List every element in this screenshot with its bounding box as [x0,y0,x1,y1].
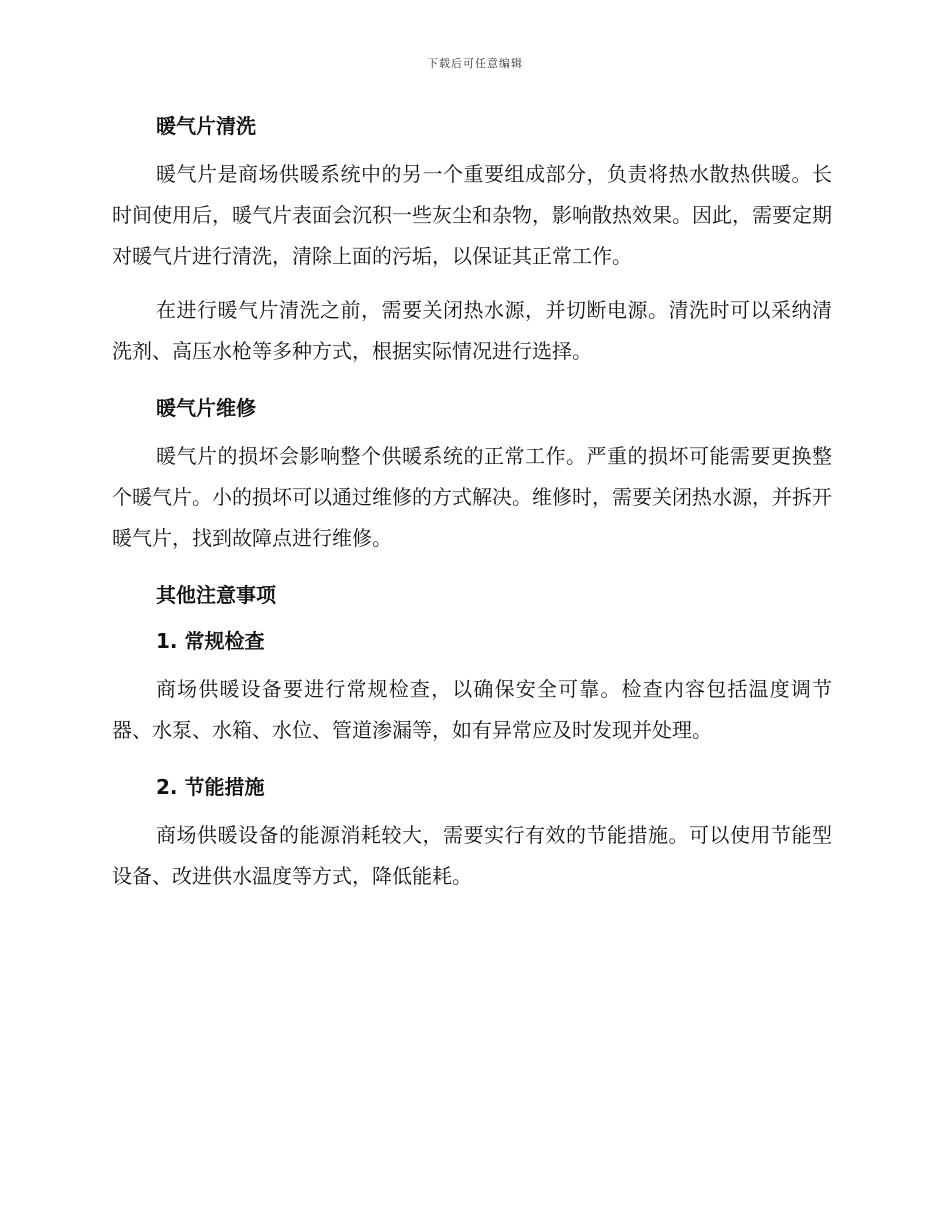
section-heading-radiator-cleaning: 暖气片清洗 [156,114,256,138]
document-body [112,108,832,910]
paragraph-radiator-cleaning-intro: 暖气片是商场供暖系统中的另一个重要组成部分，负责将热水散热供暖。长时间使用后，暖气片表面会沉积一些灰尘和杂物，影响散热效果。因此，需要定期对暖气片进行清洗，清除上面的污垢，以保证其正常工作。 [112,162,832,268]
section-heading-other-notes: 其他注意事项 [156,583,276,607]
section-heading-routine-check: 1. 常规检查 [156,629,265,653]
paragraph-radiator-repair: 暖气片的损坏会影响整个供暖系统的正常工作。严重的损坏可能需要更换整个暖气片。小的损坏可以通过维修的方式解决。维修时，需要关闭热水源，并拆开暖气片，找到故障点进行维修。 [112,444,832,550]
paragraph-routine-check: 商场供暖设备要进行常规检查，以确保安全可靠。检查内容包括温度调节器、水泵、水箱、水位、管道渗漏等，如有异常应及时发现并处理。 [112,677,832,742]
section-heading-energy-saving: 2. 节能措施 [156,775,265,799]
paragraph-radiator-cleaning-method: 在进行暖气片清洗之前，需要关闭热水源，并切断电源。清洗时可以采纳清洗剂、高压水枪等多种方式，根据实际情况进行选择。 [112,298,832,363]
section-heading-radiator-repair: 暖气片维修 [156,396,256,420]
paragraph-energy-saving: 商场供暖设备的能源消耗较大，需要实行有效的节能措施。可以使用节能型设备、改进供水温度等方式，降低能耗。 [112,823,832,888]
page-header: 下载后可任意编辑 [427,57,523,70]
